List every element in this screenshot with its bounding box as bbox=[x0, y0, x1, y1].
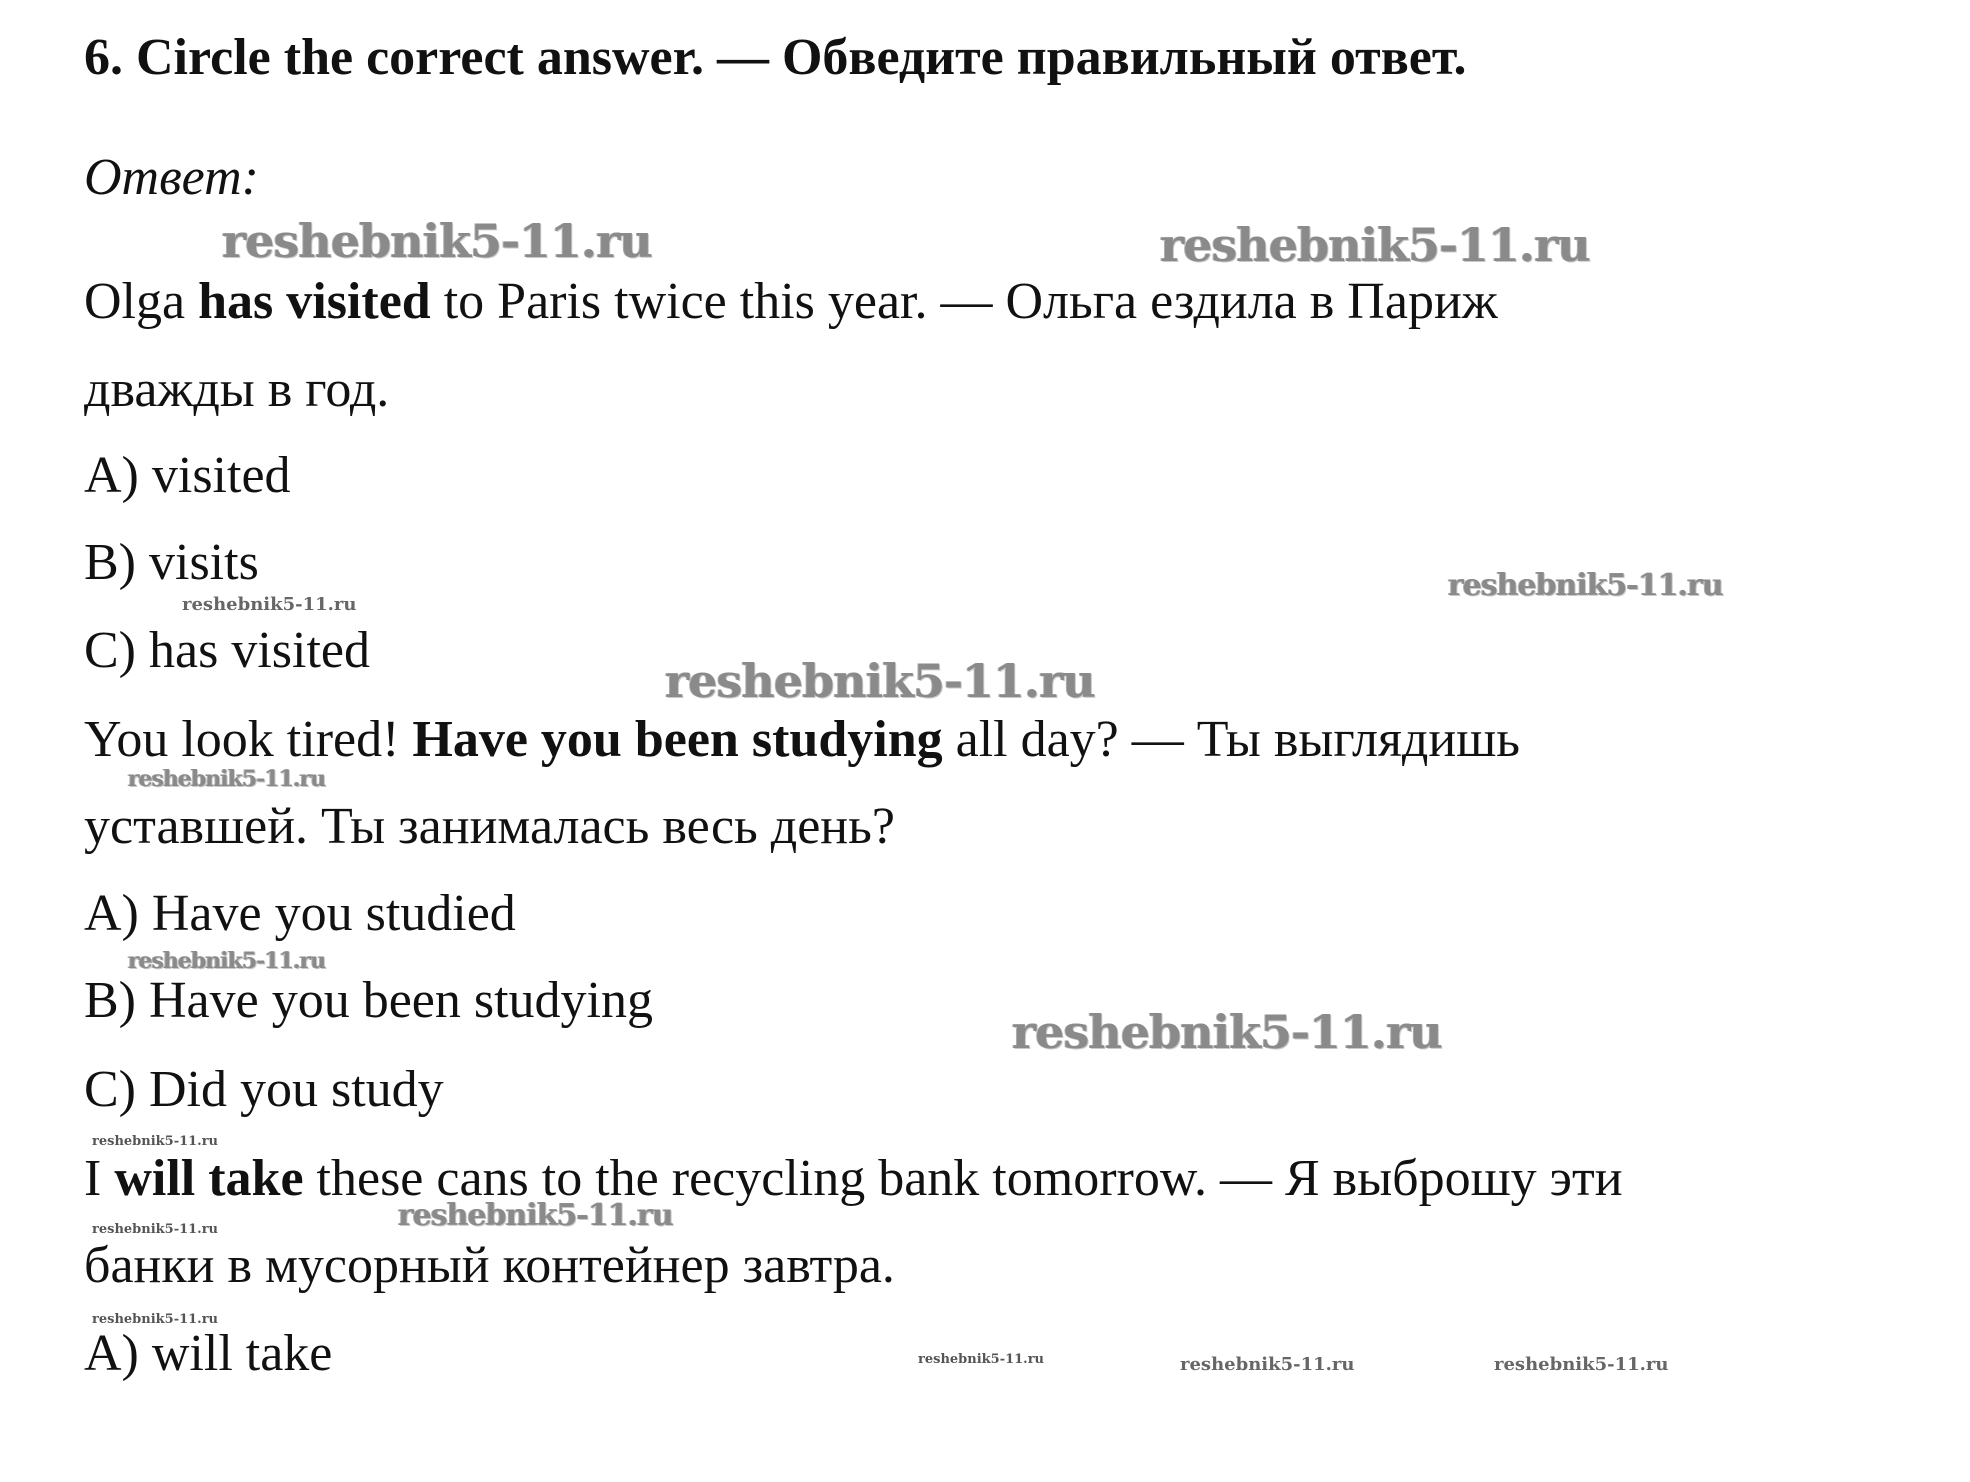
question-3-end: these cans to the recycling bank tomorrow. — Я выброшу эти bbox=[303, 1150, 1623, 1207]
watermark: reshebnik5-11.ru bbox=[1160, 218, 1590, 272]
question-1-answer: has visited bbox=[198, 273, 431, 330]
watermark: reshebnik5-11.ru bbox=[1448, 568, 1723, 603]
watermark: reshebnik5-11.ru bbox=[182, 594, 357, 615]
watermark: reshebnik5-11.ru bbox=[1494, 1354, 1669, 1375]
question-2-translation: уставшей. Ты занималась весь день? bbox=[84, 798, 895, 855]
question-1-translation: дважды в год. bbox=[84, 361, 390, 418]
watermark: reshebnik5-11.ru bbox=[665, 654, 1095, 708]
question-2-option-c: C) Did you study bbox=[84, 1061, 444, 1118]
question-2-sentence bbox=[84, 711, 1520, 768]
question-2-option-b: B) Have you been studying bbox=[84, 972, 654, 1029]
question-2-end: all day? — Ты выглядишь bbox=[942, 711, 1520, 768]
question-1-option-b: B) visits bbox=[84, 534, 259, 591]
question-3-sentence bbox=[84, 1150, 1623, 1207]
question-2-answer: Have you been studying bbox=[412, 711, 943, 768]
watermark: reshebnik5-11.ru bbox=[1180, 1354, 1355, 1375]
watermark: reshebnik5-11.ru bbox=[92, 1134, 219, 1149]
question-2-option-a: A) Have you studied bbox=[84, 885, 516, 942]
question-3-option-a: A) will take bbox=[84, 1325, 333, 1382]
question-1-end: to Paris twice this year. — Ольга ездила в Париж bbox=[430, 273, 1498, 330]
watermark: reshebnik5-11.ru bbox=[918, 1352, 1045, 1367]
answer-label: Ответ: bbox=[84, 149, 259, 206]
watermark: reshebnik5-11.ru bbox=[128, 948, 326, 974]
question-1-option-a: A) visited bbox=[84, 447, 291, 504]
question-1-option-c: C) has visited bbox=[84, 622, 370, 679]
question-3-answer: will take bbox=[114, 1150, 304, 1207]
question-1-sentence bbox=[84, 273, 1498, 330]
watermark: reshebnik5-11.ru bbox=[222, 214, 652, 268]
question-3-translation: банки в мусорный контейнер завтра. bbox=[84, 1237, 895, 1294]
watermark: reshebnik5-11.ru bbox=[92, 1222, 219, 1237]
watermark: reshebnik5-11.ru bbox=[1012, 1005, 1442, 1059]
watermark: reshebnik5-11.ru bbox=[398, 1198, 673, 1233]
watermark: reshebnik5-11.ru bbox=[128, 766, 326, 792]
question-1-start: Olga bbox=[84, 273, 199, 330]
exercise-heading: 6. Circle the correct answer. — Обведите правильный ответ. bbox=[84, 29, 1467, 86]
watermark: reshebnik5-11.ru bbox=[92, 1312, 219, 1327]
question-3-start: I bbox=[84, 1150, 115, 1207]
question-2-start: You look tired! bbox=[84, 711, 413, 768]
